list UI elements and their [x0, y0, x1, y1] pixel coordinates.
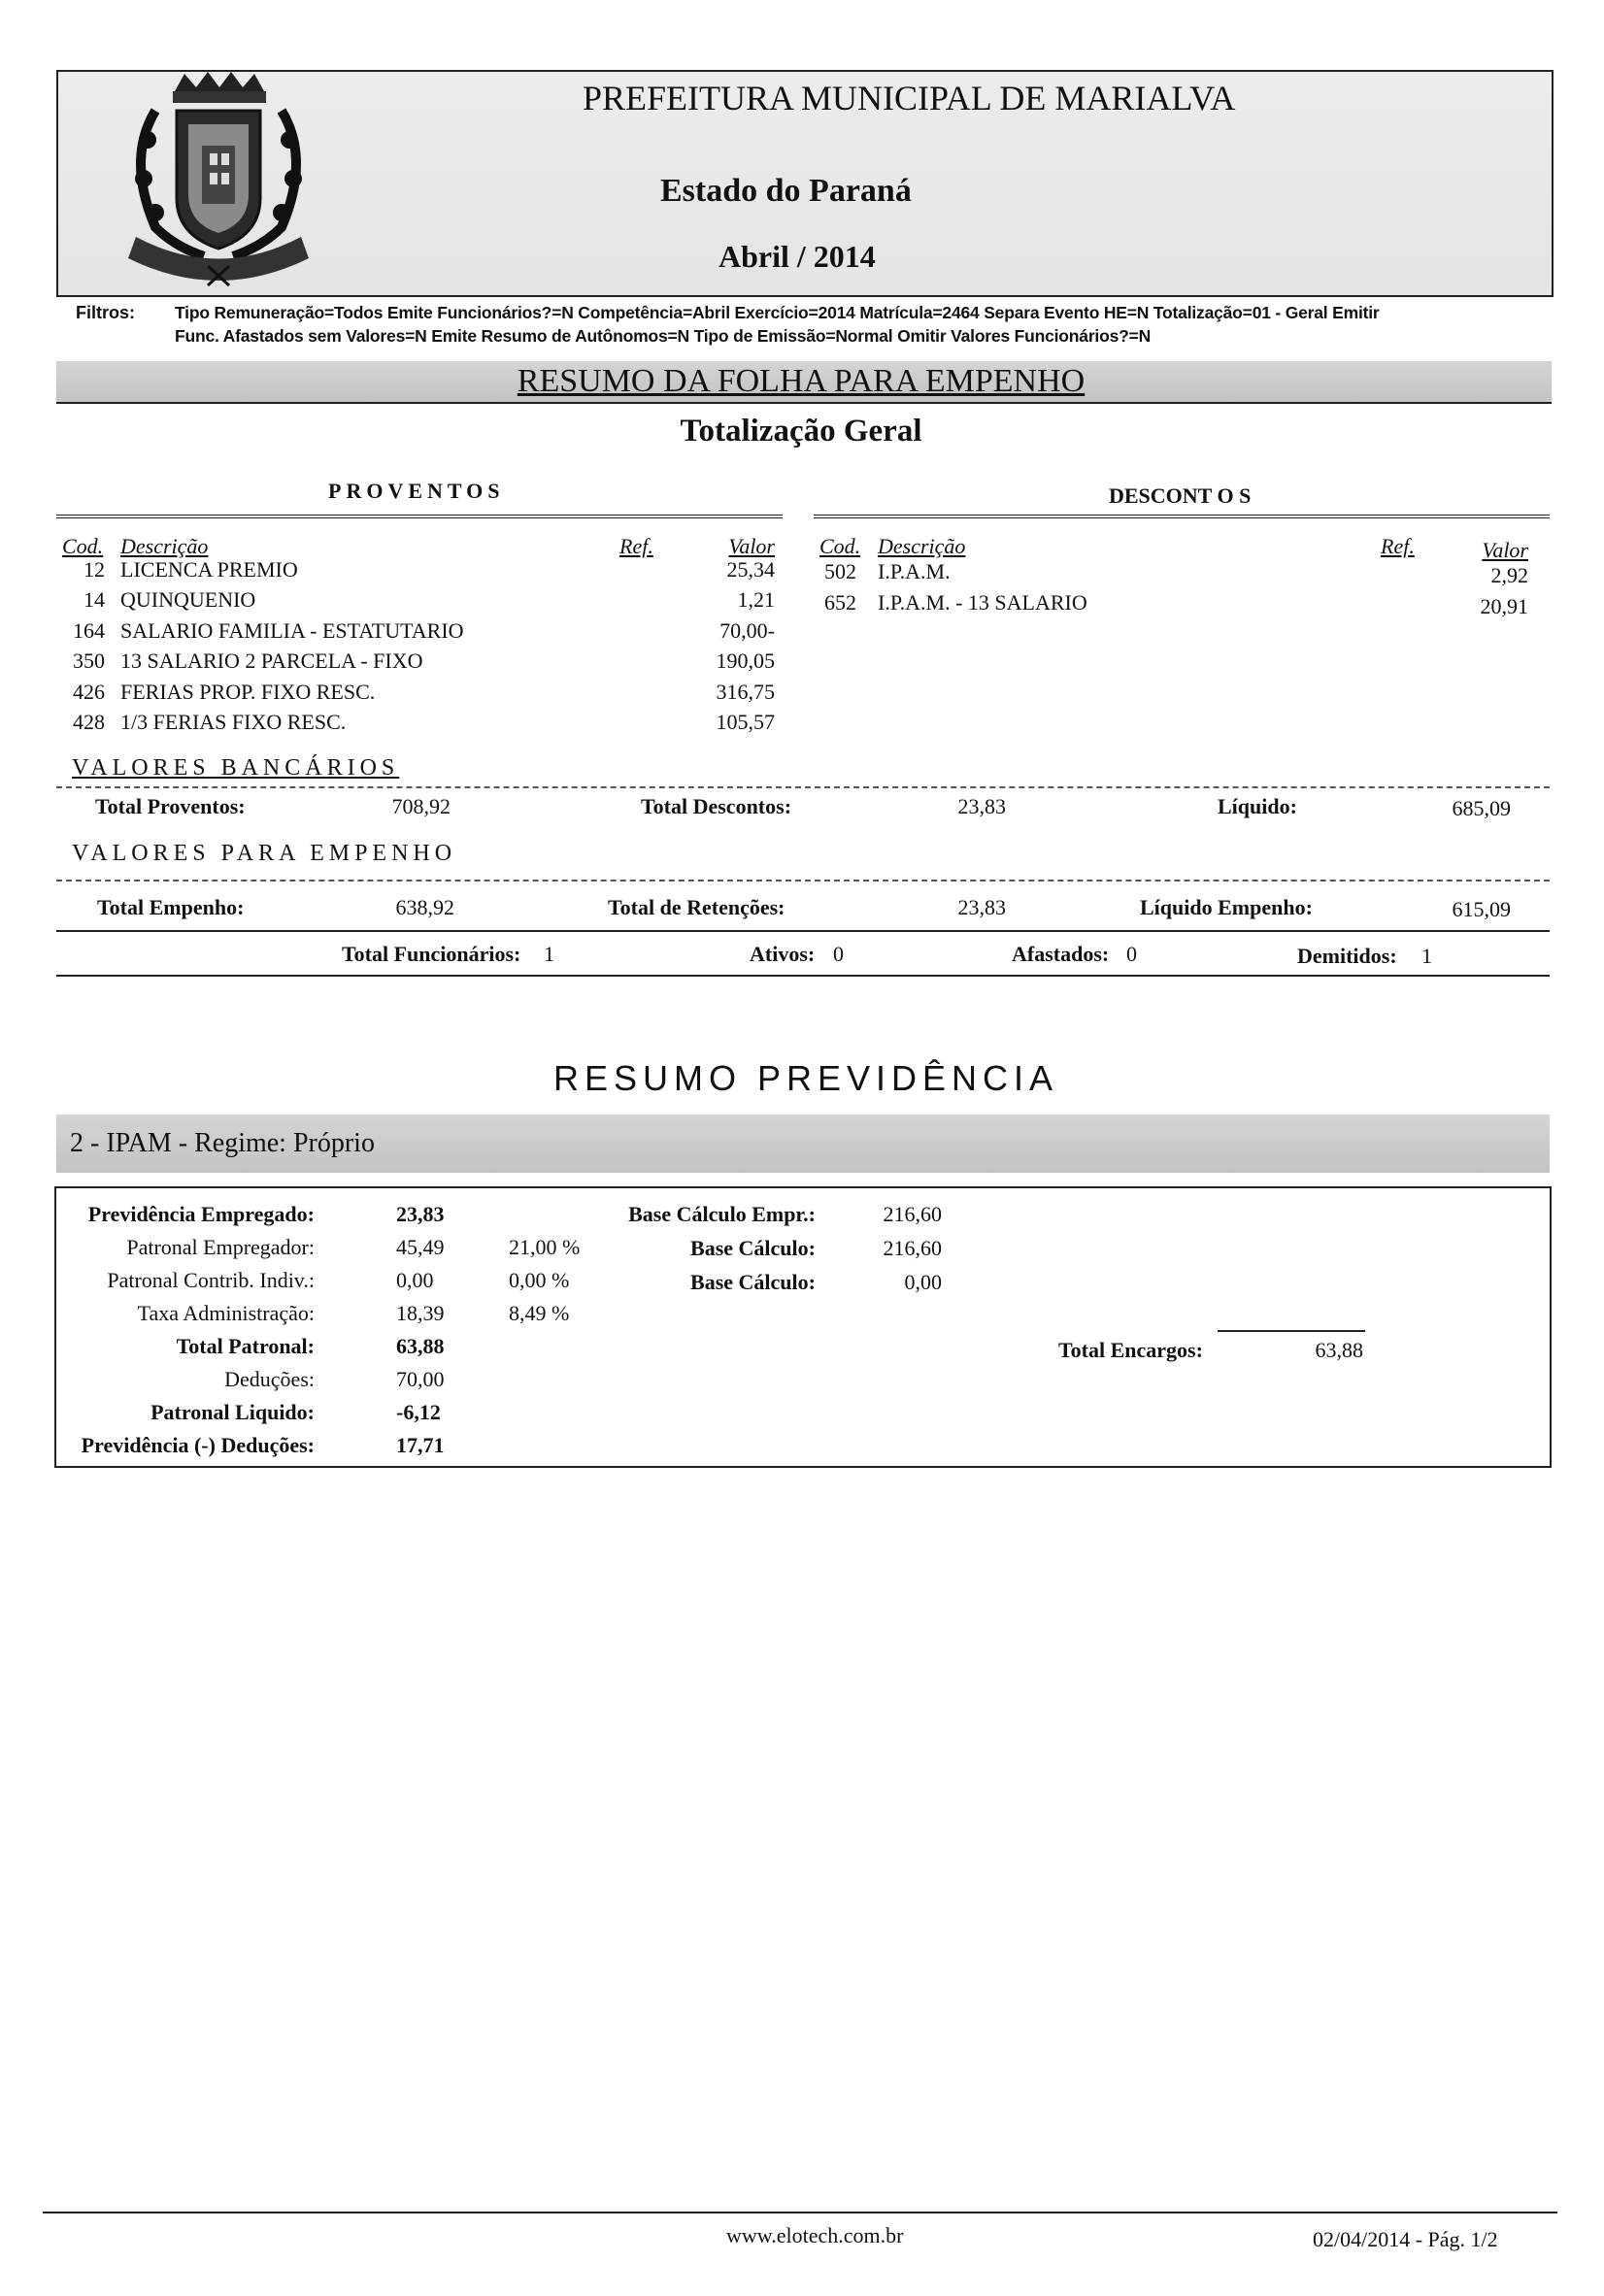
total-retencoes-value: 23,83 [957, 895, 1006, 919]
previdencia-value: 45,49 [396, 1235, 445, 1259]
proventos-desc: 1/3 FERIAS FIXO RESC. [120, 710, 347, 734]
base-calculo-label: Base Cálculo: [690, 1236, 816, 1260]
proventos-cod: 426 [73, 680, 105, 704]
total-funcionarios-label: Total Funcionários: [342, 942, 521, 966]
proventos-header-desc: Descrição [120, 534, 209, 558]
proventos-valor: 105,57 [716, 710, 775, 734]
section-subtitle: Totalização Geral [680, 414, 922, 449]
footer-date-page: 02/04/2014 - Pág. 1/2 [1313, 2227, 1498, 2251]
afastados-value: 0 [1126, 942, 1137, 966]
previdencia-pct: 21,00 % [509, 1235, 581, 1259]
ativos-label: Ativos: [750, 942, 816, 966]
liquido-label: Líquido: [1218, 794, 1297, 818]
municipal-seal [87, 72, 350, 291]
proventos-header-cod: Cod. [62, 534, 104, 558]
proventos-valor: 190,05 [716, 649, 775, 673]
previdencia-label: Patronal Liquido: [150, 1400, 315, 1424]
descontos-header-cod: Cod. [819, 534, 861, 558]
previdencia-label: Patronal Empregador: [126, 1235, 315, 1259]
liquido-empenho-value: 615,09 [1452, 897, 1511, 921]
demitidos-value: 1 [1421, 944, 1432, 968]
total-proventos-label: Total Proventos: [95, 794, 246, 818]
proventos-desc: SALARIO FAMILIA - ESTATUTARIO [120, 618, 464, 643]
proventos-cod: 12 [84, 557, 105, 582]
filters-line2: Func. Afastados sem Valores=N Emite Resumo de Autônomos=N Tipo de Emissão=Normal Omitir Valores Funcionários?=N [175, 326, 1152, 346]
proventos-title: PROVENTOS [328, 479, 505, 503]
proventos-header-ref: Ref. [619, 534, 653, 558]
total-empenho-value: 638,92 [395, 895, 454, 919]
proventos-cod: 14 [84, 587, 105, 612]
total-retencoes-label: Total de Retenções: [608, 895, 785, 919]
previdencia-pct: 0,00 % [509, 1268, 570, 1292]
base-calculo-label: Base Cálculo Empr.: [628, 1202, 816, 1226]
regime-title: 2 - IPAM - Regime: Próprio [70, 1128, 375, 1158]
ativos-value: 0 [833, 942, 844, 966]
section-title: RESUMO DA FOLHA PARA EMPENHO [517, 363, 1086, 399]
previdencia-label: Deduções: [224, 1367, 315, 1391]
base-calculo-label: Base Cálculo: [690, 1270, 816, 1294]
previdencia-label: Patronal Contrib. Indiv.: [107, 1268, 315, 1292]
previdencia-value: 70,00 [396, 1367, 445, 1391]
proventos-desc: QUINQUENIO [120, 587, 256, 612]
proventos-cod: 428 [73, 710, 105, 734]
descontos-desc: I.P.A.M. [878, 559, 951, 583]
valores-empenho-title: VALORES PARA EMPENHO [72, 841, 457, 866]
previdencia-label: Taxa Administração: [137, 1301, 315, 1325]
base-calculo-value: 0,00 [904, 1270, 942, 1294]
proventos-rule [56, 515, 783, 518]
descontos-valor: 2,92 [1490, 563, 1528, 587]
previdencia-value: 63,88 [396, 1334, 445, 1358]
valores-empenho-rule [56, 880, 1550, 882]
footer-site: www.elotech.com.br [726, 2223, 904, 2247]
empenho-rule-bottom [56, 930, 1550, 932]
proventos-valor: 316,75 [716, 680, 775, 704]
total-descontos-label: Total Descontos: [641, 794, 792, 818]
afastados-label: Afastados: [1012, 942, 1110, 966]
descontos-header-desc: Descrição [878, 534, 966, 558]
proventos-valor: 70,00- [719, 618, 775, 643]
proventos-desc: FERIAS PROP. FIXO RESC. [120, 680, 376, 704]
filters-label: Filtros: [76, 303, 135, 322]
liquido-empenho-label: Líquido Empenho: [1140, 895, 1313, 919]
total-funcionarios-value: 1 [544, 942, 554, 966]
previdencia-value: -6,12 [396, 1400, 441, 1424]
previdencia-label: Total Patronal: [176, 1334, 315, 1358]
previdencia-pct: 8,49 % [509, 1301, 570, 1325]
previdencia-value: 18,39 [396, 1301, 445, 1325]
proventos-cod: 350 [73, 649, 105, 673]
base-calculo-value: 216,60 [883, 1236, 942, 1260]
previdencia-value: 23,83 [396, 1202, 445, 1226]
total-encargos-rule [1218, 1330, 1365, 1332]
valores-bancarios-rule [56, 786, 1550, 788]
descontos-valor: 20,91 [1480, 594, 1528, 618]
descontos-cod: 502 [824, 559, 856, 583]
total-encargos-value: 63,88 [1315, 1338, 1363, 1362]
proventos-desc: LICENCA PREMIO [120, 557, 298, 582]
base-calculo-value: 216,60 [883, 1202, 942, 1226]
state-title: Estado do Paraná [660, 173, 912, 209]
valores-bancarios-title: VALORES BANCÁRIOS [72, 755, 400, 781]
header-box [56, 70, 1554, 297]
funcionarios-rule [56, 975, 1550, 977]
org-title: PREFEITURA MUNICIPAL DE MARIALVA [583, 79, 1236, 117]
previdencia-label: Previdência Empregado: [87, 1202, 315, 1226]
total-descontos-value: 23,83 [957, 794, 1006, 818]
proventos-cod: 164 [73, 618, 105, 643]
descontos-header-ref: Ref. [1381, 534, 1415, 558]
demitidos-label: Demitidos: [1297, 944, 1397, 968]
descontos-cod: 652 [824, 590, 856, 615]
previdencia-value: 17,71 [396, 1433, 445, 1457]
previdencia-box [54, 1186, 1552, 1468]
coat-of-arms-icon [87, 72, 350, 291]
total-empenho-label: Total Empenho: [97, 895, 245, 919]
descontos-title: DESCONT O S [1109, 483, 1252, 508]
proventos-header-valor: Valor [728, 534, 775, 558]
previdencia-title: RESUMO PREVIDÊNCIA [552, 1058, 1059, 1098]
previdencia-value: 0,00 [396, 1268, 434, 1292]
proventos-valor: 25,34 [726, 557, 775, 582]
proventos-valor: 1,21 [737, 587, 775, 612]
liquido-value: 685,09 [1452, 796, 1511, 820]
previdencia-label: Previdência (-) Deduções: [81, 1433, 315, 1457]
descontos-rule [814, 515, 1550, 518]
period-title: Abril / 2014 [718, 239, 876, 274]
filters-line1: Tipo Remuneração=Todos Emite Funcionários?=N Competência=Abril Exercício=2014 Matrícula=2464 Separa Evento HE=N Totalização=01 - Geral Emitir [175, 303, 1380, 322]
total-proventos-value: 708,92 [391, 794, 451, 818]
proventos-desc: 13 SALARIO 2 PARCELA - FIXO [120, 649, 423, 673]
total-encargos-label: Total Encargos: [1058, 1338, 1203, 1362]
footer-rule [43, 2212, 1557, 2213]
descontos-header-valor: Valor [1482, 538, 1528, 562]
descontos-desc: I.P.A.M. - 13 SALARIO [878, 590, 1087, 615]
